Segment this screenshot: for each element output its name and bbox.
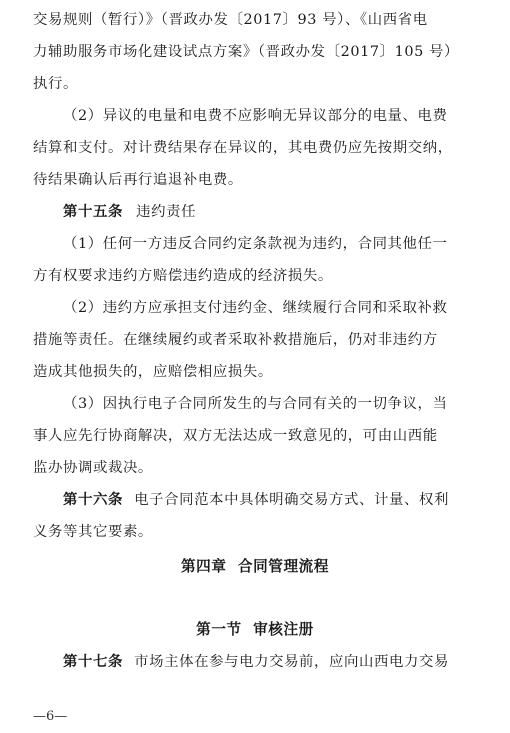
line-text: 结算和支付。对计费结果存在异议的，其电费仍应先按期交纳，: [33, 140, 453, 156]
body-line-10: [0, 297, 510, 319]
line-text: （2）异议的电量和电费不应影响无异议部分的电量、电费: [63, 108, 448, 124]
body-line-6: [0, 169, 510, 191]
body-line-2: [0, 41, 510, 63]
body-line-3: [0, 73, 510, 95]
body-line-12: [0, 361, 510, 383]
line-text: 监办协调或裁决。: [33, 460, 153, 476]
line-text: 市场主体在参与电力交易前，应向山西电力交易: [134, 654, 449, 670]
line-text: 事人应先行协商解决，双方无法达成一致意见的，可由山西能: [33, 428, 438, 444]
page-number: —6—: [33, 709, 68, 724]
article-number: 第十五条: [63, 204, 123, 220]
body-line-17: [0, 521, 510, 543]
body-line-11: [0, 329, 510, 351]
line-text: （3）因执行电子合同所发生的与合同有关的一切争议，当: [63, 396, 448, 412]
body-line-13: [0, 393, 510, 415]
line-text: 执行。: [33, 76, 78, 92]
body-line-14: [0, 425, 510, 447]
section-heading: 第一节 审核注册: [196, 621, 314, 638]
body-line-5: [0, 137, 510, 159]
body-line-8: [0, 233, 510, 255]
line-text: 义务等其它要素。: [33, 524, 153, 540]
body-line-1: [0, 9, 510, 31]
line-text: 造成其他损失的，应赔偿相应损失。: [33, 364, 273, 380]
line-text: 交易规则（暂行）》（晋政办发〔2017〕93 号）、《山西省电: [33, 12, 428, 28]
article-17-line: [0, 651, 510, 673]
article-15-heading: [0, 201, 510, 223]
line-text: 措施等责任。在继续履约或者采取补救措施后，仍对非违约方: [33, 332, 438, 348]
body-line-15: [0, 457, 510, 479]
chapter-heading: 第四章 合同管理流程: [180, 558, 330, 575]
line-text: （1）任何一方违反合同约定条款视为违约，合同其他任一: [63, 236, 448, 252]
line-text: 方有权要求违约方赔偿违约造成的经济损失。: [33, 268, 333, 284]
article-number: 第十七条: [63, 654, 123, 670]
article-title: 违约责任: [136, 204, 197, 220]
line-text: 待结果确认后再行追退补电费。: [33, 172, 243, 188]
article-number: 第十六条: [63, 492, 123, 508]
body-line-4: [0, 105, 510, 127]
body-line-9: [0, 265, 510, 287]
line-text: 力辅助服务市场化建设试点方案》（晋政办发〔2017〕105 号）: [33, 44, 460, 60]
line-text: 电子合同范本中具体明确交易方式、计量、权利: [134, 492, 449, 508]
line-text: （2）违约方应承担支付违约金、继续履行合同和采取补救: [63, 300, 448, 316]
article-16-line: [0, 489, 510, 511]
